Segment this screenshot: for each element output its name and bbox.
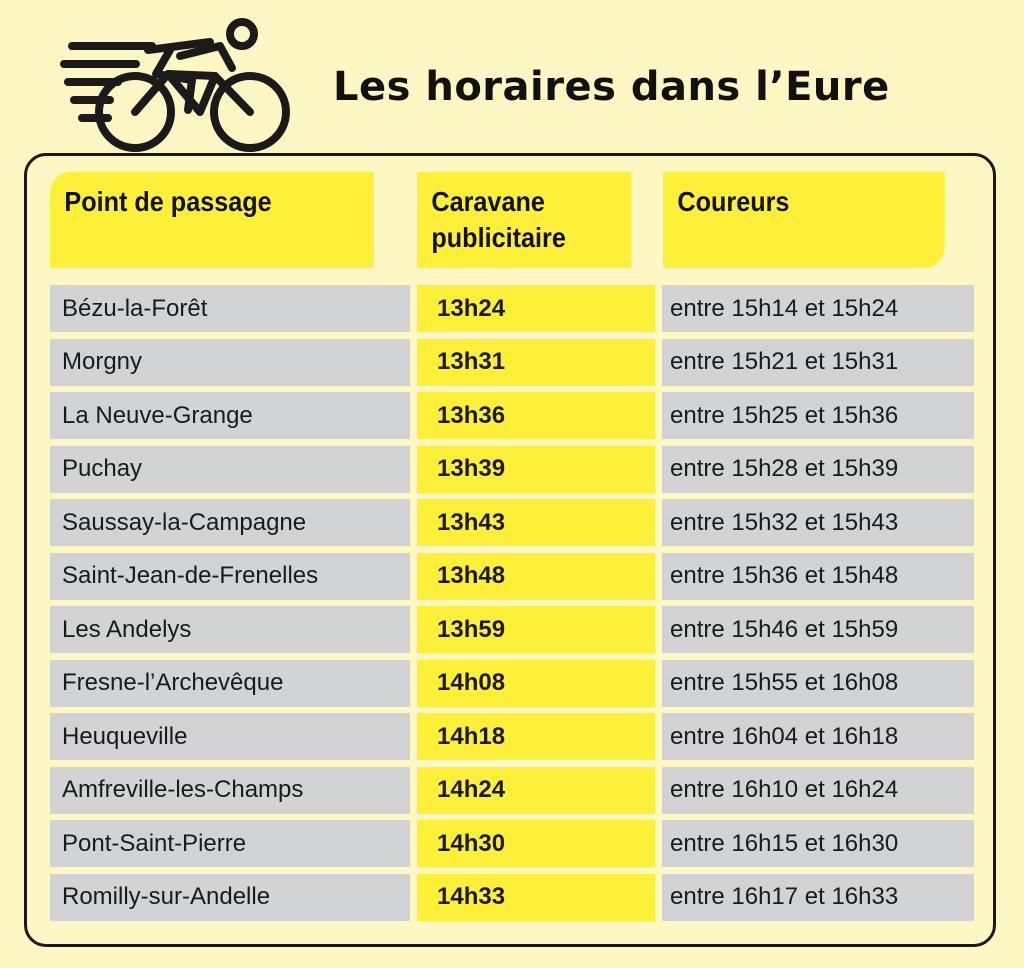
caravan-time-cell: 14h30 <box>417 820 655 867</box>
table-row <box>50 713 974 760</box>
table-row <box>50 660 974 707</box>
runners-time-cell: entre 16h15 et 16h30 <box>662 820 974 867</box>
caravan-time-cell: 13h24 <box>417 285 655 332</box>
place-cell: Saussay-la-Campagne <box>50 499 410 546</box>
caravan-time-cell: 13h59 <box>417 606 655 653</box>
place-cell: Saint-Jean-de-Frenelles <box>50 553 410 600</box>
column-header-caravan <box>417 172 631 268</box>
place-cell: La Neuve-Grange <box>50 392 410 439</box>
place-cell: Les Andelys <box>50 606 410 653</box>
caravan-time-cell: 13h43 <box>417 499 655 546</box>
column-header-place <box>50 172 374 268</box>
runners-time-cell: entre 15h55 et 16h08 <box>662 660 974 707</box>
place-cell: Morgny <box>50 339 410 386</box>
runners-time-cell: entre 15h21 et 15h31 <box>662 339 974 386</box>
caravan-time-cell: 13h36 <box>417 392 655 439</box>
place-cell: Amfreville-les-Champs <box>50 767 410 814</box>
column-header-label: Point de passage <box>64 186 272 217</box>
caravan-time-cell: 13h39 <box>417 446 655 493</box>
column-header-label: Coureurs <box>677 186 790 217</box>
table-row <box>50 767 974 814</box>
table-row <box>50 339 974 386</box>
caravan-time-cell: 14h08 <box>417 660 655 707</box>
page-title: Les horaires dans l’Eure <box>333 64 890 110</box>
caravan-time-cell: 13h48 <box>417 553 655 600</box>
runners-time-cell: entre 15h32 et 15h43 <box>662 499 974 546</box>
cyclist-icon <box>60 14 300 164</box>
table-row <box>50 874 974 921</box>
place-cell: Romilly-sur-Andelle <box>50 874 410 921</box>
runners-time-cell: entre 15h25 et 15h36 <box>662 392 974 439</box>
runners-time-cell: entre 16h04 et 16h18 <box>662 713 974 760</box>
runners-time-cell: entre 15h36 et 15h48 <box>662 553 974 600</box>
column-header-runners <box>663 172 945 268</box>
runners-time-cell: entre 16h10 et 16h24 <box>662 767 974 814</box>
runners-time-cell: entre 15h28 et 15h39 <box>662 446 974 493</box>
runners-time-cell: entre 15h14 et 15h24 <box>662 285 974 332</box>
place-cell: Bézu-la-Forêt <box>50 285 410 332</box>
place-cell: Heuqueville <box>50 713 410 760</box>
place-cell: Puchay <box>50 446 410 493</box>
table-row <box>50 553 974 600</box>
schedule-table-body <box>50 285 974 927</box>
place-cell: Fresne-l’Archevêque <box>50 660 410 707</box>
table-row <box>50 446 974 493</box>
column-header-label: Caravane publicitaire <box>431 186 566 253</box>
caravan-time-cell: 14h24 <box>417 767 655 814</box>
table-row <box>50 392 974 439</box>
place-cell: Pont-Saint-Pierre <box>50 820 410 867</box>
caravan-time-cell: 14h18 <box>417 713 655 760</box>
table-row <box>50 499 974 546</box>
table-row <box>50 606 974 653</box>
table-row <box>50 285 974 332</box>
caravan-time-cell: 14h33 <box>417 874 655 921</box>
runners-time-cell: entre 15h46 et 15h59 <box>662 606 974 653</box>
table-row <box>50 820 974 867</box>
caravan-time-cell: 13h31 <box>417 339 655 386</box>
runners-time-cell: entre 16h17 et 16h33 <box>662 874 974 921</box>
